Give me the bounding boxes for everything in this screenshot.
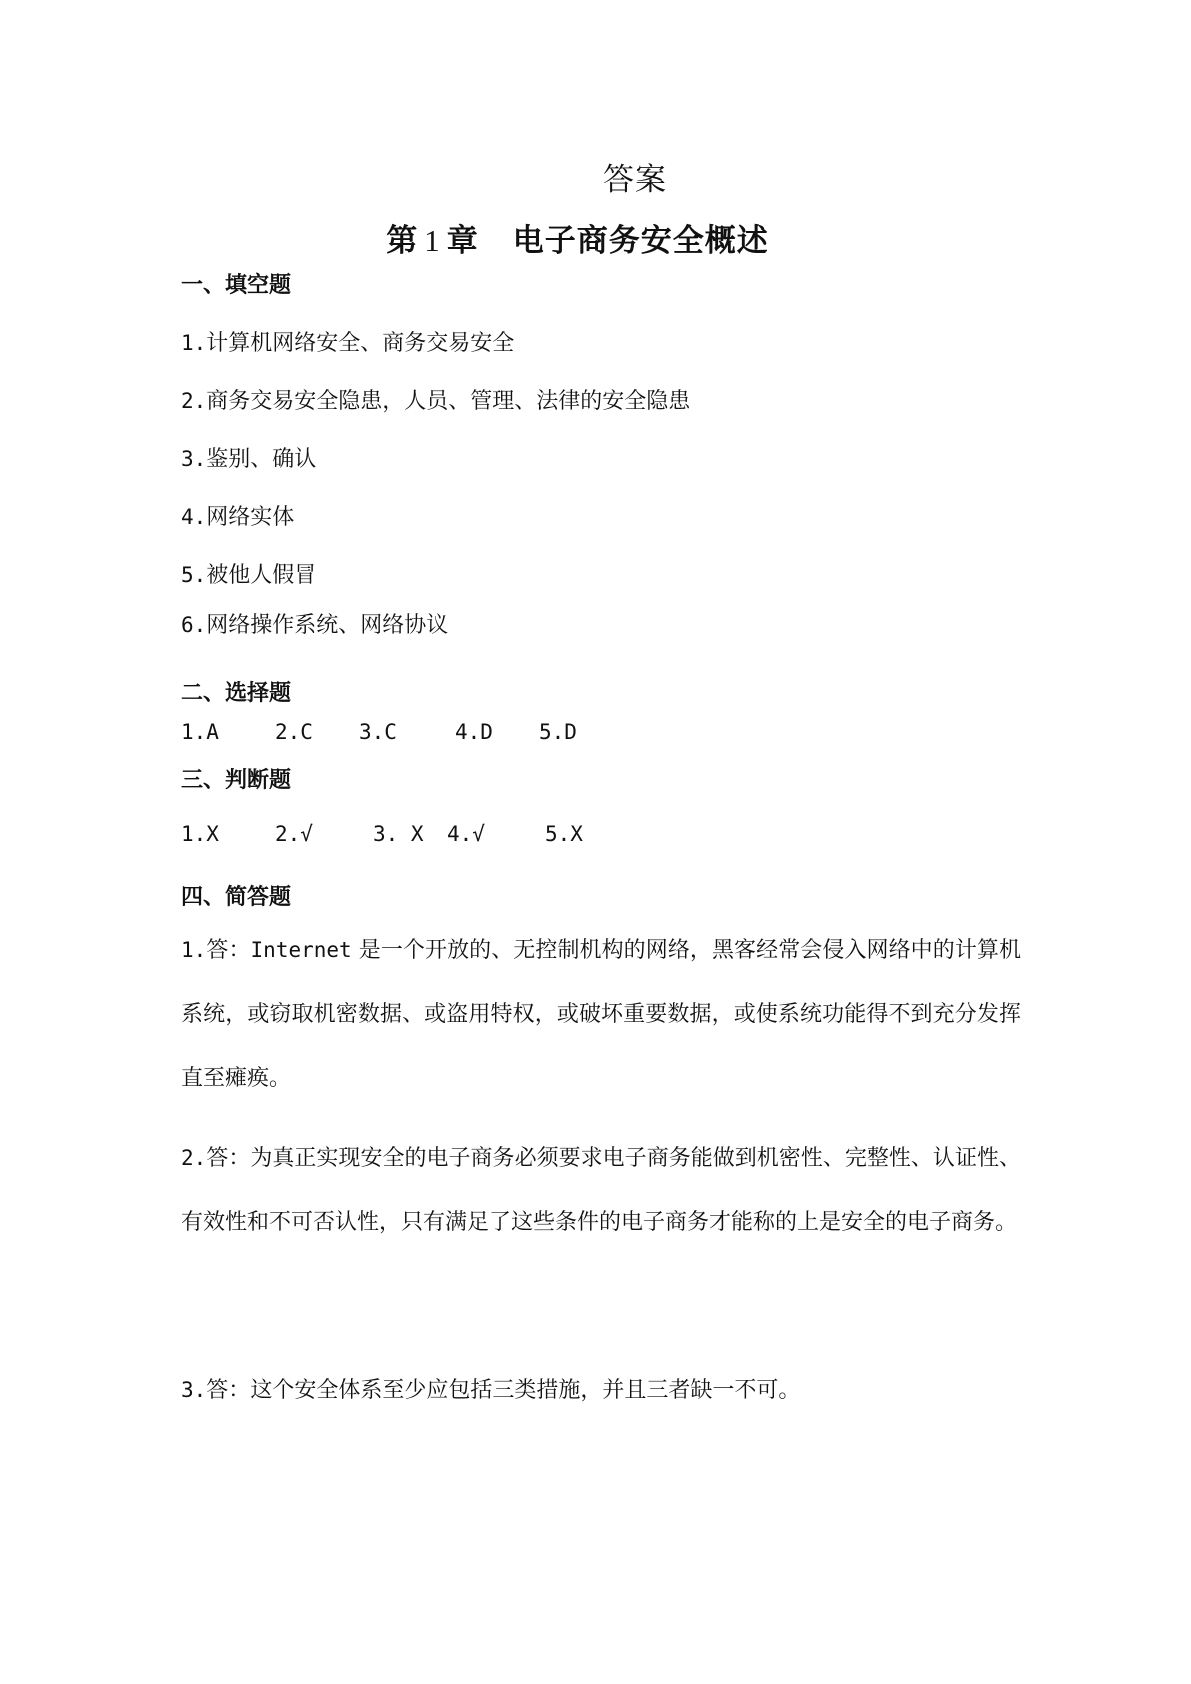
item-text: 计算机网络安全、商务交易安全	[206, 331, 515, 356]
item-text: 被他人假冒	[206, 563, 317, 588]
item-number: 3.	[181, 1378, 207, 1402]
answer-prefix: 答：	[206, 1378, 251, 1403]
answer: 5.X	[545, 822, 583, 846]
item-number: 3.	[181, 447, 207, 471]
item-text: 商务交易安全隐患，人员、管理、法律的安全隐患	[206, 389, 691, 414]
answer: 4.D	[455, 720, 493, 744]
short-answer-item	[181, 918, 1021, 1111]
answer: 1.X	[181, 822, 219, 846]
chapter-name: 电子商务安全概述	[512, 223, 769, 259]
item-number: 5.	[181, 563, 207, 587]
answer-text: 是一个开放的、无控制机构的网络，黑客经常会侵入网络中的计算机系统，或窃取机密数据、或盗用特权，或破坏重要数据，或使系统功能得不到充分发挥直至瘫痪。	[181, 938, 1021, 1091]
answer: 5.D	[539, 720, 577, 744]
section-heading-short-answer: 四、简答题	[181, 885, 292, 910]
fill-blank-item	[181, 608, 448, 639]
chapter-suffix: 章	[446, 223, 479, 259]
short-answer-item	[181, 1126, 1021, 1255]
section-heading-fill-blank: 一、填空题	[181, 273, 292, 298]
answer: 1.A	[181, 720, 219, 744]
answer: 2.C	[275, 720, 313, 744]
chapter-number: 1	[424, 223, 441, 258]
section-heading-multiple-choice: 二、选择题	[181, 681, 292, 706]
short-answer-item	[181, 1358, 1021, 1423]
item-number: 1.	[181, 938, 207, 962]
fill-blank-item	[181, 442, 316, 473]
item-number: 1.	[181, 331, 207, 355]
chapter-prefix: 第	[386, 223, 419, 259]
item-number: 2.	[181, 1146, 207, 1170]
answer-text: 为真正实现安全的电子商务必须要求电子商务能做到机密性、完整性、认证性、有效性和不可否认性，只有满足了这些条件的电子商务才能称的上是安全的电子商务。	[181, 1146, 1021, 1235]
item-number: 6.	[181, 613, 207, 637]
fill-blank-item	[181, 326, 514, 357]
fill-blank-item	[181, 384, 690, 415]
item-text: 网络操作系统、网络协议	[206, 613, 449, 638]
answer: 2.√	[275, 822, 313, 846]
item-number: 2.	[181, 389, 207, 413]
fill-blank-item	[181, 558, 316, 589]
answer-text: 这个安全体系至少应包括三类措施，并且三者缺一不可。	[250, 1378, 801, 1403]
answer: 4.√	[447, 822, 485, 846]
answer-latin-term: Internet	[250, 938, 352, 962]
item-number: 4.	[181, 505, 207, 529]
item-text: 网络实体	[206, 505, 295, 530]
answer-prefix: 答：	[206, 1146, 251, 1171]
item-text: 鉴别、确认	[206, 447, 317, 472]
document-title: 答案	[603, 162, 667, 198]
answer-prefix: 答：	[206, 938, 251, 963]
chapter-title	[0, 215, 1155, 260]
answer: 3.C	[359, 720, 397, 744]
section-heading-true-false: 三、判断题	[181, 768, 292, 793]
fill-blank-item	[181, 500, 294, 531]
answer: 3. X	[373, 822, 424, 846]
